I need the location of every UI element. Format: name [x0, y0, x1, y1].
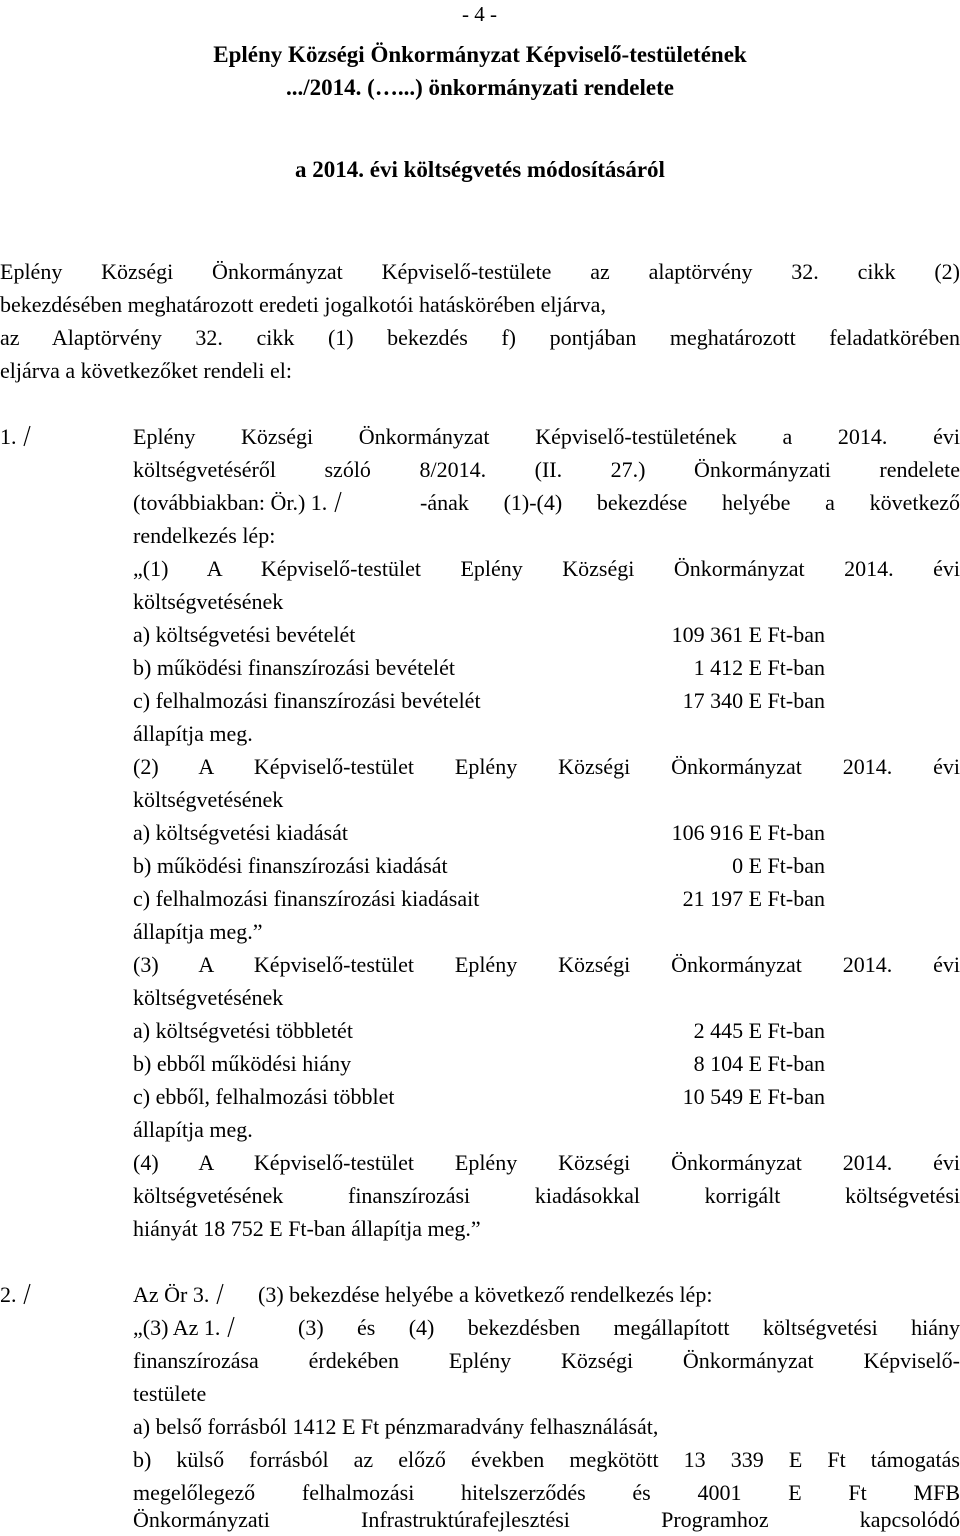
- s2-line-2b: (3) és (4) bekezdésben megállapított költségvetési hiány: [298, 1315, 960, 1340]
- p3-item-a-label: a) költségvetési többletét: [133, 1018, 353, 1043]
- s1-line-3a: [133, 486, 343, 519]
- p1-item-a-amount: 109 361 E Ft-ban: [671, 622, 825, 647]
- section-1-number: [0, 420, 32, 453]
- p2-item-c-amount: 21 197 E Ft-ban: [682, 886, 825, 911]
- s2-line-7: megelőlegező felhalmozási hitelszerződés és 4001 E Ft MFB: [133, 1480, 960, 1505]
- p2-item-a-amount: 106 916 E Ft-ban: [671, 820, 825, 845]
- p2-item-b-amount: 0 E Ft-ban: [732, 853, 825, 878]
- section-sign-icon: [22, 1283, 32, 1305]
- s1-line-1: Eplény Községi Önkormányzat Képviselő-testületének a 2014. évi: [133, 424, 960, 449]
- preamble-line-2: bekezdésében meghatározott eredeti jogalkotói hatáskörében eljárva,: [0, 292, 606, 317]
- p2-item-a-label: a) költségvetési kiadását: [133, 820, 349, 845]
- s1-p3-line-2: költségvetésének: [133, 985, 284, 1010]
- s1-line-4: rendelkezés lép:: [133, 523, 276, 548]
- p1-item-b-label: b) működési finanszírozási bevételét: [133, 655, 455, 680]
- p2-item-c-label: c) felhalmozási finanszírozási kiadásait: [133, 886, 480, 911]
- s1-p4-line-1: (4) A Képviselő-testület Eplény Községi Önkormányzat 2014. évi: [133, 1150, 960, 1175]
- section-2-num-text: 2.: [0, 1282, 17, 1307]
- s1-p1-line-1: „(1) A Képviselő-testület Eplény Községi Önkormányzat 2014. évi: [133, 556, 960, 581]
- s2-line-1a-text: Az Ör 3.: [133, 1282, 210, 1307]
- p2-end: állapítja meg.”: [133, 919, 263, 944]
- p1-item-c-amount: 17 340 E Ft-ban: [682, 688, 825, 713]
- title-line-1: Eplény Községi Önkormányzat Képviselő-testületének: [213, 42, 747, 67]
- s1-p4-line-2: költségvetésének finanszírozási kiadásokkal korrigált költségvetési: [133, 1183, 960, 1208]
- p3-item-a-amount: 2 445 E Ft-ban: [693, 1018, 825, 1043]
- s1-p4-line-3: hiányát 18 752 E Ft-ban állapítja meg.”: [133, 1216, 481, 1241]
- s1-p2-line-2: költségvetésének: [133, 787, 284, 812]
- section-sign-icon: [22, 425, 32, 447]
- p1-item-a-label: a) költségvetési bevételét: [133, 622, 356, 647]
- s2-line-8: Önkormányzati Infrastruktúrafejlesztési Programhoz kapcsolódó: [133, 1507, 960, 1532]
- title-line-2: .../2014. (…...) önkormányzati rendelete: [286, 75, 674, 100]
- s1-p3-line-1: (3) A Képviselő-testület Eplény Községi Önkormányzat 2014. évi: [133, 952, 960, 977]
- title-line-3: a 2014. évi költségvetés módosításáról: [295, 157, 665, 182]
- p1-item-c-label: c) felhalmozási finanszírozási bevételét: [133, 688, 481, 713]
- s2-line-1a: [133, 1278, 225, 1311]
- p3-item-b-label: b) ebből működési hiány: [133, 1051, 352, 1076]
- s2-line-6: b) külső forrásból az előző években megkötött 13 339 E Ft támogatás: [133, 1447, 960, 1472]
- p3-end: állapítja meg.: [133, 1117, 253, 1142]
- section-1-num-text: 1.: [0, 424, 17, 449]
- s1-line-2: költségvetéséről szóló 8/2014. (II. 27.) Önkormányzati rendelete: [133, 457, 960, 482]
- preamble-line-3: az Alaptörvény 32. cikk (1) bekezdés f) pontjában meghatározott feladatkörében: [0, 325, 960, 350]
- s2-line-2a: [133, 1311, 236, 1344]
- section-sign-icon: [226, 1316, 236, 1338]
- preamble-line-4: eljárva a következőket rendeli el:: [0, 358, 292, 383]
- s2-line-5: a) belső forrásból 1412 E Ft pénzmaradvány felhasználását,: [133, 1414, 659, 1439]
- s2-line-2a-text: „(3) Az 1.: [133, 1315, 221, 1340]
- s2-line-1b: (3) bekezdése helyébe a következő rendelkezés lép:: [258, 1282, 713, 1307]
- s1-line-3b: -ának (1)-(4) bekezdése helyébe a következő: [420, 490, 960, 515]
- s2-line-3: finanszírozása érdekében Eplény Községi Önkormányzat Képviselő-: [133, 1348, 960, 1373]
- s1-line-3a-text: (továbbiakban: Ör.) 1.: [133, 490, 328, 515]
- p1-end: állapítja meg.: [133, 721, 253, 746]
- s2-line-4: testülete: [133, 1381, 207, 1406]
- preamble-line-1: Eplény Községi Önkormányzat Képviselő-testülete az alaptörvény 32. cikk (2): [0, 259, 960, 284]
- section-sign-icon: [333, 491, 343, 513]
- p3-item-b-amount: 8 104 E Ft-ban: [693, 1051, 825, 1076]
- s1-p2-line-1: (2) A Képviselő-testület Eplény Községi Önkormányzat 2014. évi: [133, 754, 960, 779]
- p1-item-b-amount: 1 412 E Ft-ban: [693, 655, 825, 680]
- s1-p1-line-2: költségvetésének: [133, 589, 284, 614]
- p2-item-b-label: b) működési finanszírozási kiadását: [133, 853, 448, 878]
- section-2-number: [0, 1278, 32, 1311]
- p3-item-c-label: c) ebből, felhalmozási többlet: [133, 1084, 395, 1109]
- section-sign-icon: [215, 1283, 225, 1305]
- p3-item-c-amount: 10 549 E Ft-ban: [682, 1084, 825, 1109]
- page-number: - 4 -: [462, 2, 497, 26]
